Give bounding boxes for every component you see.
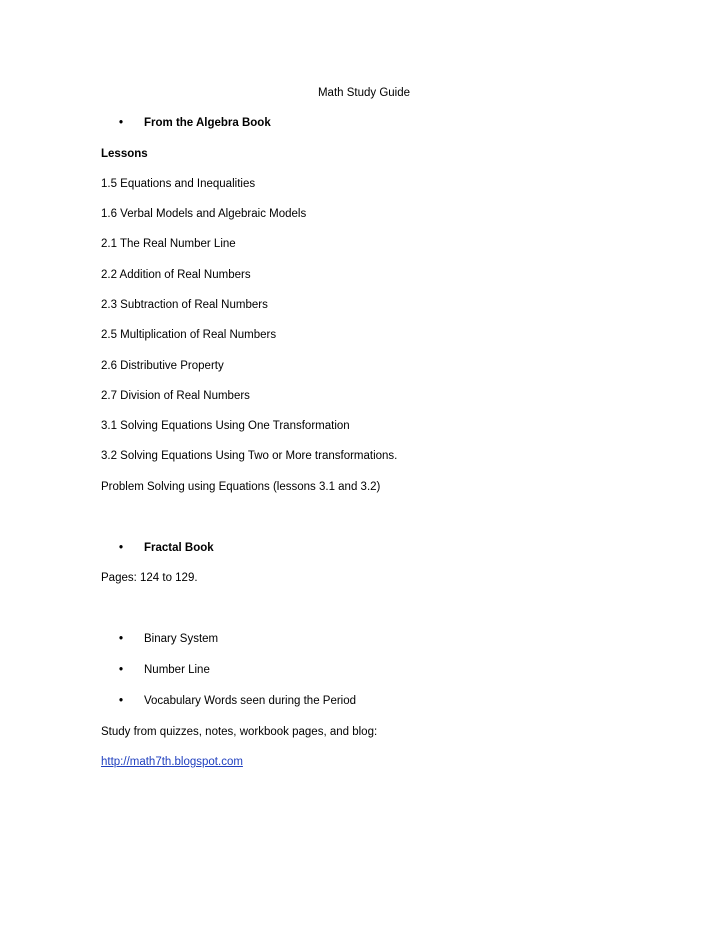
bullet-icon: • xyxy=(119,117,124,129)
lesson-item: 2.3 Subtraction of Real Numbers xyxy=(101,299,268,311)
lesson-item: 3.2 Solving Equations Using Two or More transformations. xyxy=(101,450,398,462)
blog-link-row xyxy=(101,755,243,769)
lesson-item: 2.5 Multiplication of Real Numbers xyxy=(101,329,277,341)
lesson-item: 1.5 Equations and Inequalities xyxy=(101,178,256,190)
study-note: Study from quizzes, notes, workbook pages, and blog: xyxy=(101,726,378,738)
bullet-topic xyxy=(119,694,356,708)
bullet-icon: • xyxy=(119,633,124,645)
bullet-icon: • xyxy=(119,542,124,554)
fractal-pages: Pages: 124 to 129. xyxy=(101,572,198,584)
lesson-item: 2.6 Distributive Property xyxy=(101,360,224,372)
lesson-item: 1.6 Verbal Models and Algebraic Models xyxy=(101,208,307,220)
bullet-algebra-book xyxy=(119,116,271,130)
lesson-item: 2.2 Addition of Real Numbers xyxy=(101,269,251,281)
lesson-item: 2.7 Division of Real Numbers xyxy=(101,390,250,402)
bullet-icon: • xyxy=(119,695,124,707)
lesson-item: 3.1 Solving Equations Using One Transformation xyxy=(101,420,350,432)
topic-label: Number Line xyxy=(144,664,210,676)
bullet-topic xyxy=(119,632,218,646)
lesson-item: 2.1 The Real Number Line xyxy=(101,238,236,250)
lessons-label: Lessons xyxy=(101,148,148,160)
blog-link[interactable]: http://math7th.blogspot.com xyxy=(101,756,243,768)
bullet-topic xyxy=(119,663,210,677)
bullet-fractal-book xyxy=(119,541,214,555)
bullet-icon: • xyxy=(119,664,124,676)
topic-label: Vocabulary Words seen during the Period xyxy=(144,695,357,707)
algebra-book-heading: From the Algebra Book xyxy=(144,117,271,129)
fractal-book-heading: Fractal Book xyxy=(144,542,214,554)
page-title: Math Study Guide xyxy=(317,87,411,99)
topic-label: Binary System xyxy=(144,633,219,645)
lesson-item: Problem Solving using Equations (lessons 3.1 and 3.2) xyxy=(101,481,381,493)
